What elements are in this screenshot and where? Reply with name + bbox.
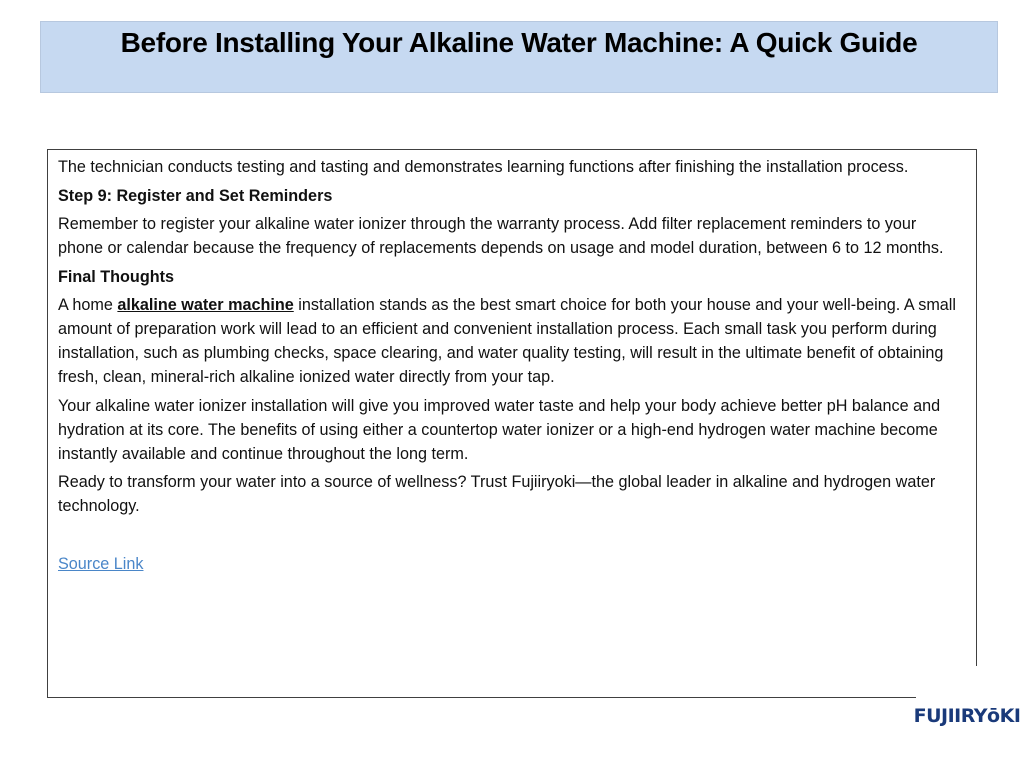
paragraph-suffix: installation stands as the best smart choice for both your house and your well-being. A small amount of preparation work will lead to an efficient and convenient installation process. Each small task you perform during installation, such as plumbing checks, space clearing, and water quality testing, will result in the ultimate benefit of obtaining fresh, clean, mineral-rich alkaline ionized water directly from your tap.: [58, 296, 956, 386]
paragraph-benefits: Your alkaline water ionizer installation will give you improved water taste and help your body achieve better pH balance and hydration at its core. The benefits of using either a countertop water ionizer or a high-end hydrogen water machine become instantly available and continue throughout the long term.: [58, 396, 941, 463]
paragraph-call-to-action: Ready to transform your water into a source of wellness? Trust Fujiiryoki—the global leader in alkaline and hydrogen water technology.: [58, 473, 936, 515]
alkaline-water-machine-link[interactable]: alkaline water machine: [117, 296, 294, 314]
paragraph-intro: The technician conducts testing and tasting and demonstrates learning functions after finishing the installation process.: [58, 158, 909, 176]
paragraph-register: Remember to register your alkaline water ionizer through the warranty process. Add filter replacement reminders to your phone or calendar because the frequency of replacements depends on usage and model duration, between 6 to 12 months.: [58, 215, 944, 257]
page-title: Before Installing Your Alkaline Water Machine: A Quick Guide: [120, 27, 918, 58]
article-body: [58, 155, 964, 576]
source-link[interactable]: Source Link: [58, 554, 144, 573]
frame-gap: [916, 666, 986, 706]
step-9-heading: Step 9: Register and Set Reminders: [58, 186, 333, 205]
paragraph-prefix: A home: [58, 296, 118, 314]
title-banner: [40, 21, 998, 93]
fujiiryoki-logo: [913, 702, 1021, 730]
logo-text: FUJIIRYōKI: [913, 705, 1021, 727]
paragraph-final-thoughts: [58, 293, 964, 389]
final-thoughts-heading: Final Thoughts: [58, 267, 174, 286]
